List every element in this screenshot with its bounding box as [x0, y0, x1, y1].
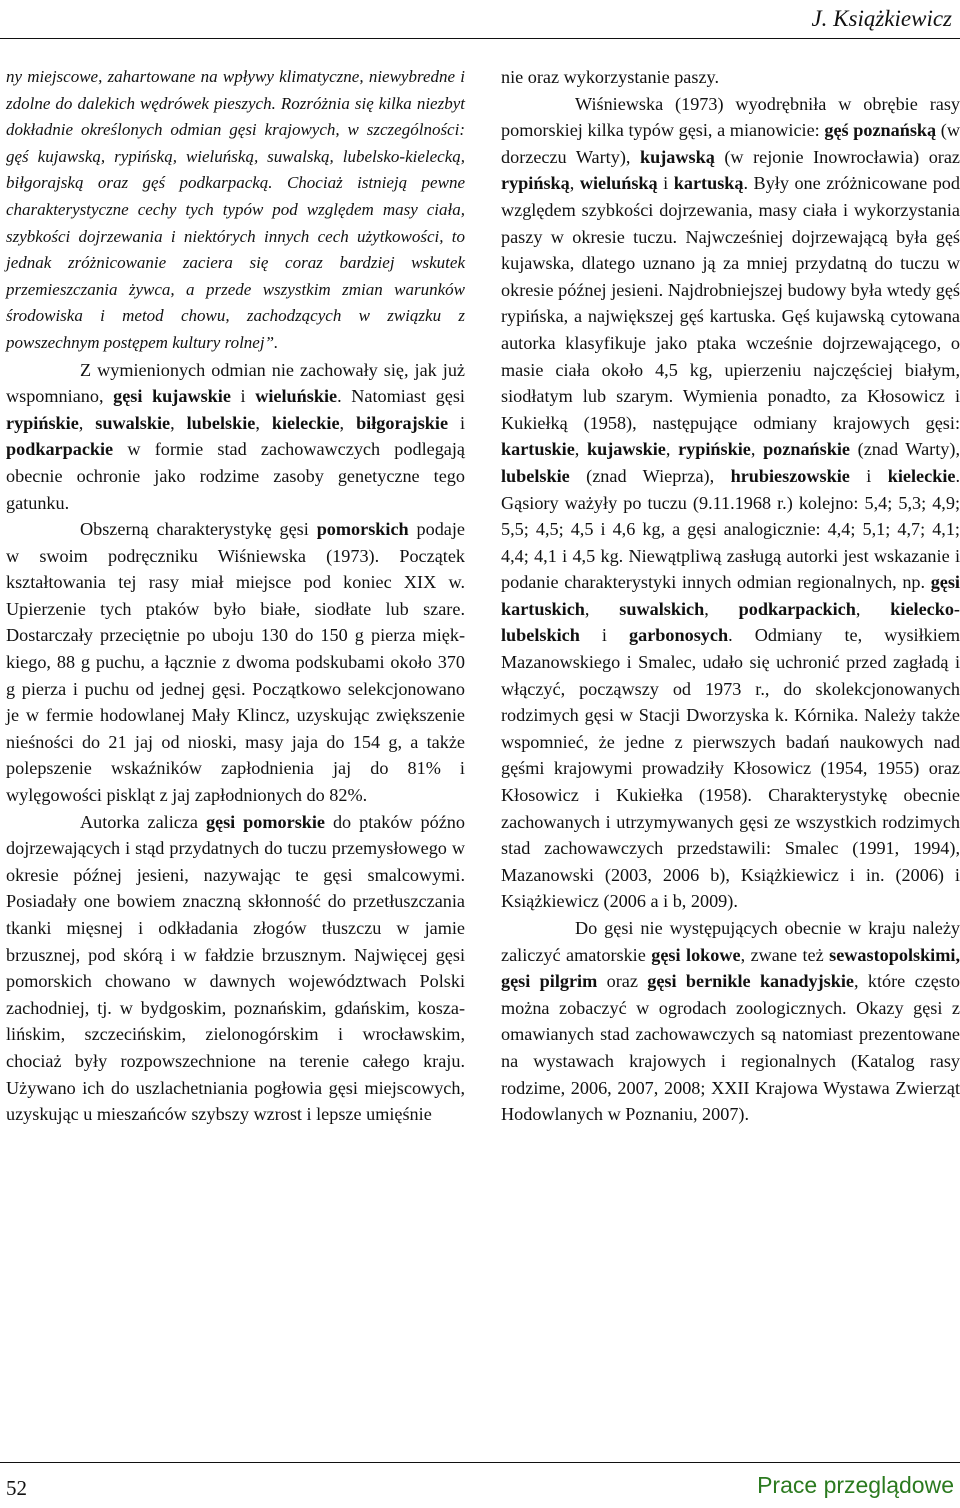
breed-name: kujawskie — [587, 439, 666, 460]
paragraph-preserved-breeds — [6, 357, 465, 517]
breed-name: kartuskie — [501, 439, 575, 460]
breed-name: rypińskie — [6, 412, 79, 433]
breed-name: suwalskie — [95, 412, 171, 433]
breed-name: lubelskie — [186, 412, 256, 433]
breed-name: wieluńskie — [255, 386, 338, 407]
text-run: Do gęsi nie występujących obecnie w kraju należy zaliczyć amatorskie — [501, 918, 960, 965]
breed-name: gęsi pomorskie — [205, 811, 326, 832]
text-run: . Natomiast gęsi — [337, 386, 465, 407]
text-run: , — [574, 439, 587, 460]
text-run: , — [584, 598, 620, 619]
text-run: , — [704, 598, 739, 619]
breed-name: kielecko-lubelskich — [501, 598, 960, 646]
breed-name: kieleckie — [271, 412, 340, 433]
text-run: Z wymienionych odmian nie zachowały się, jak już wspomniano, — [6, 359, 465, 407]
paragraph-pomeranian-types — [501, 91, 960, 915]
left-column — [6, 64, 465, 1128]
text-run: , które często można zobaczyć w ogrodach zoologicznych. Okazy gęsi z omawianych stad zachowawczych są natomiast prezentowane na wystawach krajowych i regionalnych (Katalog rasy rodzime, 2006, 2007, 2008; XXII Krajowa Wystawa Zwierząt Hodowlanych w Poznaniu, 2007). — [501, 971, 960, 1125]
right-column — [501, 64, 960, 1128]
breed-name: gęsi kartuskich — [501, 572, 960, 619]
text-run: oraz — [597, 971, 648, 992]
text-run: Wiśniewska (1973) wyodrębniła w obrębie rasy pomorskiej kilka typów gęsi, a mianowicie: — [501, 93, 960, 141]
text-run: , — [665, 439, 679, 460]
breed-name: wieluńską — [579, 173, 658, 194]
breed-name: gęsi lokowe — [651, 944, 741, 965]
breed-name: pomorskich — [316, 519, 409, 540]
text-run: , — [855, 598, 891, 619]
breed-name: podkarpackich — [738, 598, 856, 619]
text-run: podaje w swoim podręczniku Wiśniewska (1973). Początek kształtowania tej rasy miał miejsce pod koniec XIX w. Upierzenie tych ptaków było białe, siodłate lub szare. Dostarczały przeciętnie po uboju 130 do 150 g pierza miękkiego, 88 g puchu, a łącznie z dwoma podskubami około 370 g pierza i puchu od jednej gęsi. Początkowo selekcjonowano je w fermie hodowlanej Mały Klincz, uzyskując zwiększenie nieśności do 21 jaj od nioski, masy jaja do 154 g, a także polepszenie wskaźników zapłodnienia jaj do 81% i wylęgowości piskląt z jaj zapłodnionych do 82%. — [6, 519, 465, 806]
breed-name: suwalskich — [619, 598, 705, 619]
text-run: , — [170, 412, 187, 433]
breed-name: rypińskie — [678, 439, 751, 460]
breed-name: garbonosych — [629, 625, 729, 646]
text-run: Autorka zalicza — [80, 811, 206, 832]
text-run: , — [569, 173, 580, 194]
page-number: 52 — [6, 1476, 27, 1500]
footer-divider — [0, 1462, 960, 1463]
breed-name: kartuską — [673, 173, 744, 194]
breed-name: poznańskie — [763, 439, 850, 460]
text-run: (znad Warty), — [850, 439, 960, 460]
breed-name: kujawską — [639, 146, 715, 167]
breed-name: rypińską — [501, 173, 570, 194]
quoted-passage: ny miejscowe, zahartowane na wpływy klimatyczne, niewybredne i zdolne do dalekich wędrówek pieszych. Rozróżnia się kilka niezbyt dokładnie określonych odmian gęsi krajowych, w szczególności: gęś kujawską, rypińską, wieluńską, suwalską, lubelsko-kielecką, biłgorajską oraz gęś podkarpacką. Chociaż istnieją pewne charakterystyczne cechy tych typów pod względem masy ciała, szybkości dojrzewania i niektórych innych cech użytkowości, to jednak zróżnicowanie zaciera się coraz bardziej wskutek przemieszczania żywca, a przede wszystkim zmian warunków środowiska i metod chowu, zachodzących w związku z powszechnym postępem kultury rolnej”. — [6, 67, 465, 352]
breed-name: gęsi kujawskie — [113, 386, 231, 407]
breed-name: kieleckie — [887, 465, 956, 486]
text-run: do ptaków późno dojrzewających i stąd przydatnych do tuczu przemysłowego w okresie późnej jesieni, nazywając te gęsi smalcowymi. Posiadały one bowiem znaczną skłonność do przetłuszczania tkanki mięsnej i odkładania złogów tłuszczu w jamie brzusznej, pod skórą i w fałdzie brzusznym. Najwięcej gęsi pomorskich chowano w dawnych województwach Polski zachodniej, tj. w bydgoskim, poznańskim, gdańskim, koszalińskim, szczecińskim, zielonogórskim i wrocławskim, chociaż były rozpowszechnione na terenie całego kraju. Używano ich do uszlachetniania pogłowia gęsi miejscowych, uzyskując u mieszańców szybszy wzrost i lepsze umięśnie — [6, 811, 465, 1125]
breed-name: gęś poznańską — [824, 120, 937, 141]
text-run: , — [255, 412, 272, 433]
text-run: . Były one zróżnicowane pod względem szybkości dojrzewania, masy ciała i wykorzystania paszy w okresie tuczu. Najwcześniej dojrzewającą była gęś kujawska, dlatego uznano ją za mniej przydatną do tuczu w okresie późnej jesieni. Najdrobniejszej budowy była wtedy gęś rypińska, a największej gęś kartuska. Gęś kujawską cytowana autorka klasyfikuje jako ptaka wcześnie dojrzewającego, o masie ciała około 4,5 kg, upierzeniu najczęściej białym, siodłatym lub szarym. Wymienia ponadto, za Kłosowicz i Kukiełką (1958), następujące odmiany krajowych gęsi: — [501, 173, 960, 433]
text-run: i — [230, 386, 256, 407]
paragraph-pomeranian-fattening — [6, 809, 465, 1128]
text-run: (w rejonie Inowrocławia) oraz — [714, 146, 960, 167]
text-run: (w dorzeczu Warty), — [501, 120, 960, 167]
text-run: Obszerną charakterystykę gęsi — [80, 519, 317, 540]
breed-name: sewastopolskimi, gęsi pilgrim — [501, 944, 960, 992]
text-run: , zwane też — [740, 944, 830, 965]
text-run: , — [750, 439, 764, 460]
text-run: . Gąsiory ważyły po tuczu (9.11.1968 r.) kolejno: 5,4; 5,3; 4,9; 5,5; 4,5; 4,5 i 4,6 kg, a gęsi analogicznie: 4,4; 5,1; 4,7; 4,1; 4,4; 4,1 i 4,5 kg. Niewątpliwą zasługą autorki jest wskazanie i podanie charakterystyki innych odmian regionalnych, np. — [501, 465, 960, 593]
breed-name: lubelskie — [501, 465, 570, 486]
text-run: w formie stad zachowawczych podlegają obecnie ochronie jako rodzime zasoby genetyczne tego gatunku. — [6, 439, 465, 513]
paragraph-pomeranian-characteristics — [6, 516, 465, 809]
paragraph-absent-breeds — [501, 915, 960, 1128]
breed-name: biłgorajskie — [356, 412, 449, 433]
text-run: i — [849, 465, 888, 486]
text-run: , — [78, 412, 96, 433]
text-run: , — [339, 412, 357, 433]
breed-name: hrubieszowskie — [730, 465, 850, 486]
breed-name: gęsi bernikle kanadyjskie — [647, 971, 854, 992]
header-divider — [0, 38, 960, 39]
running-header-author: J. Książkiewicz — [811, 6, 952, 31]
text-run: . Odmiany te, wysiłkiem Mazanowskiego i Smalec, udało się uchronić przed zagładą i włączyć, począwszy od 1973 r., do skolekcjonowanych rodzimych gęsi w Stacji Dworzyska k. Kórnika. Należy także wspomnieć, że jedne z pierwszych badań naukowych nad gęśmi krajowymi prowadziły Kłosowicz (1954, 1955) oraz Kłosowicz i Kukiełka (1958). Charakterystykę obecnie zachowanych i utrzymywanych gęsi ze wszystkich rodzimych stad zachowawczych przedstawili: Smalec (1991, 1994), Mazanowski (2003, 2006 b), Książkiewicz i in. (2006) i Książkiewicz (2006 a i b, 2009). — [501, 625, 960, 912]
text-run: i — [657, 173, 674, 194]
text-run: i — [579, 625, 630, 646]
breed-name: podkarpackie — [6, 439, 114, 460]
text-run: (znad Wieprza), — [569, 465, 731, 486]
journal-section-label: Prace przeglądowe — [757, 1472, 954, 1498]
paragraph-continuation: nie oraz wykorzystanie paszy. — [501, 67, 719, 87]
text-run: i — [448, 412, 466, 433]
